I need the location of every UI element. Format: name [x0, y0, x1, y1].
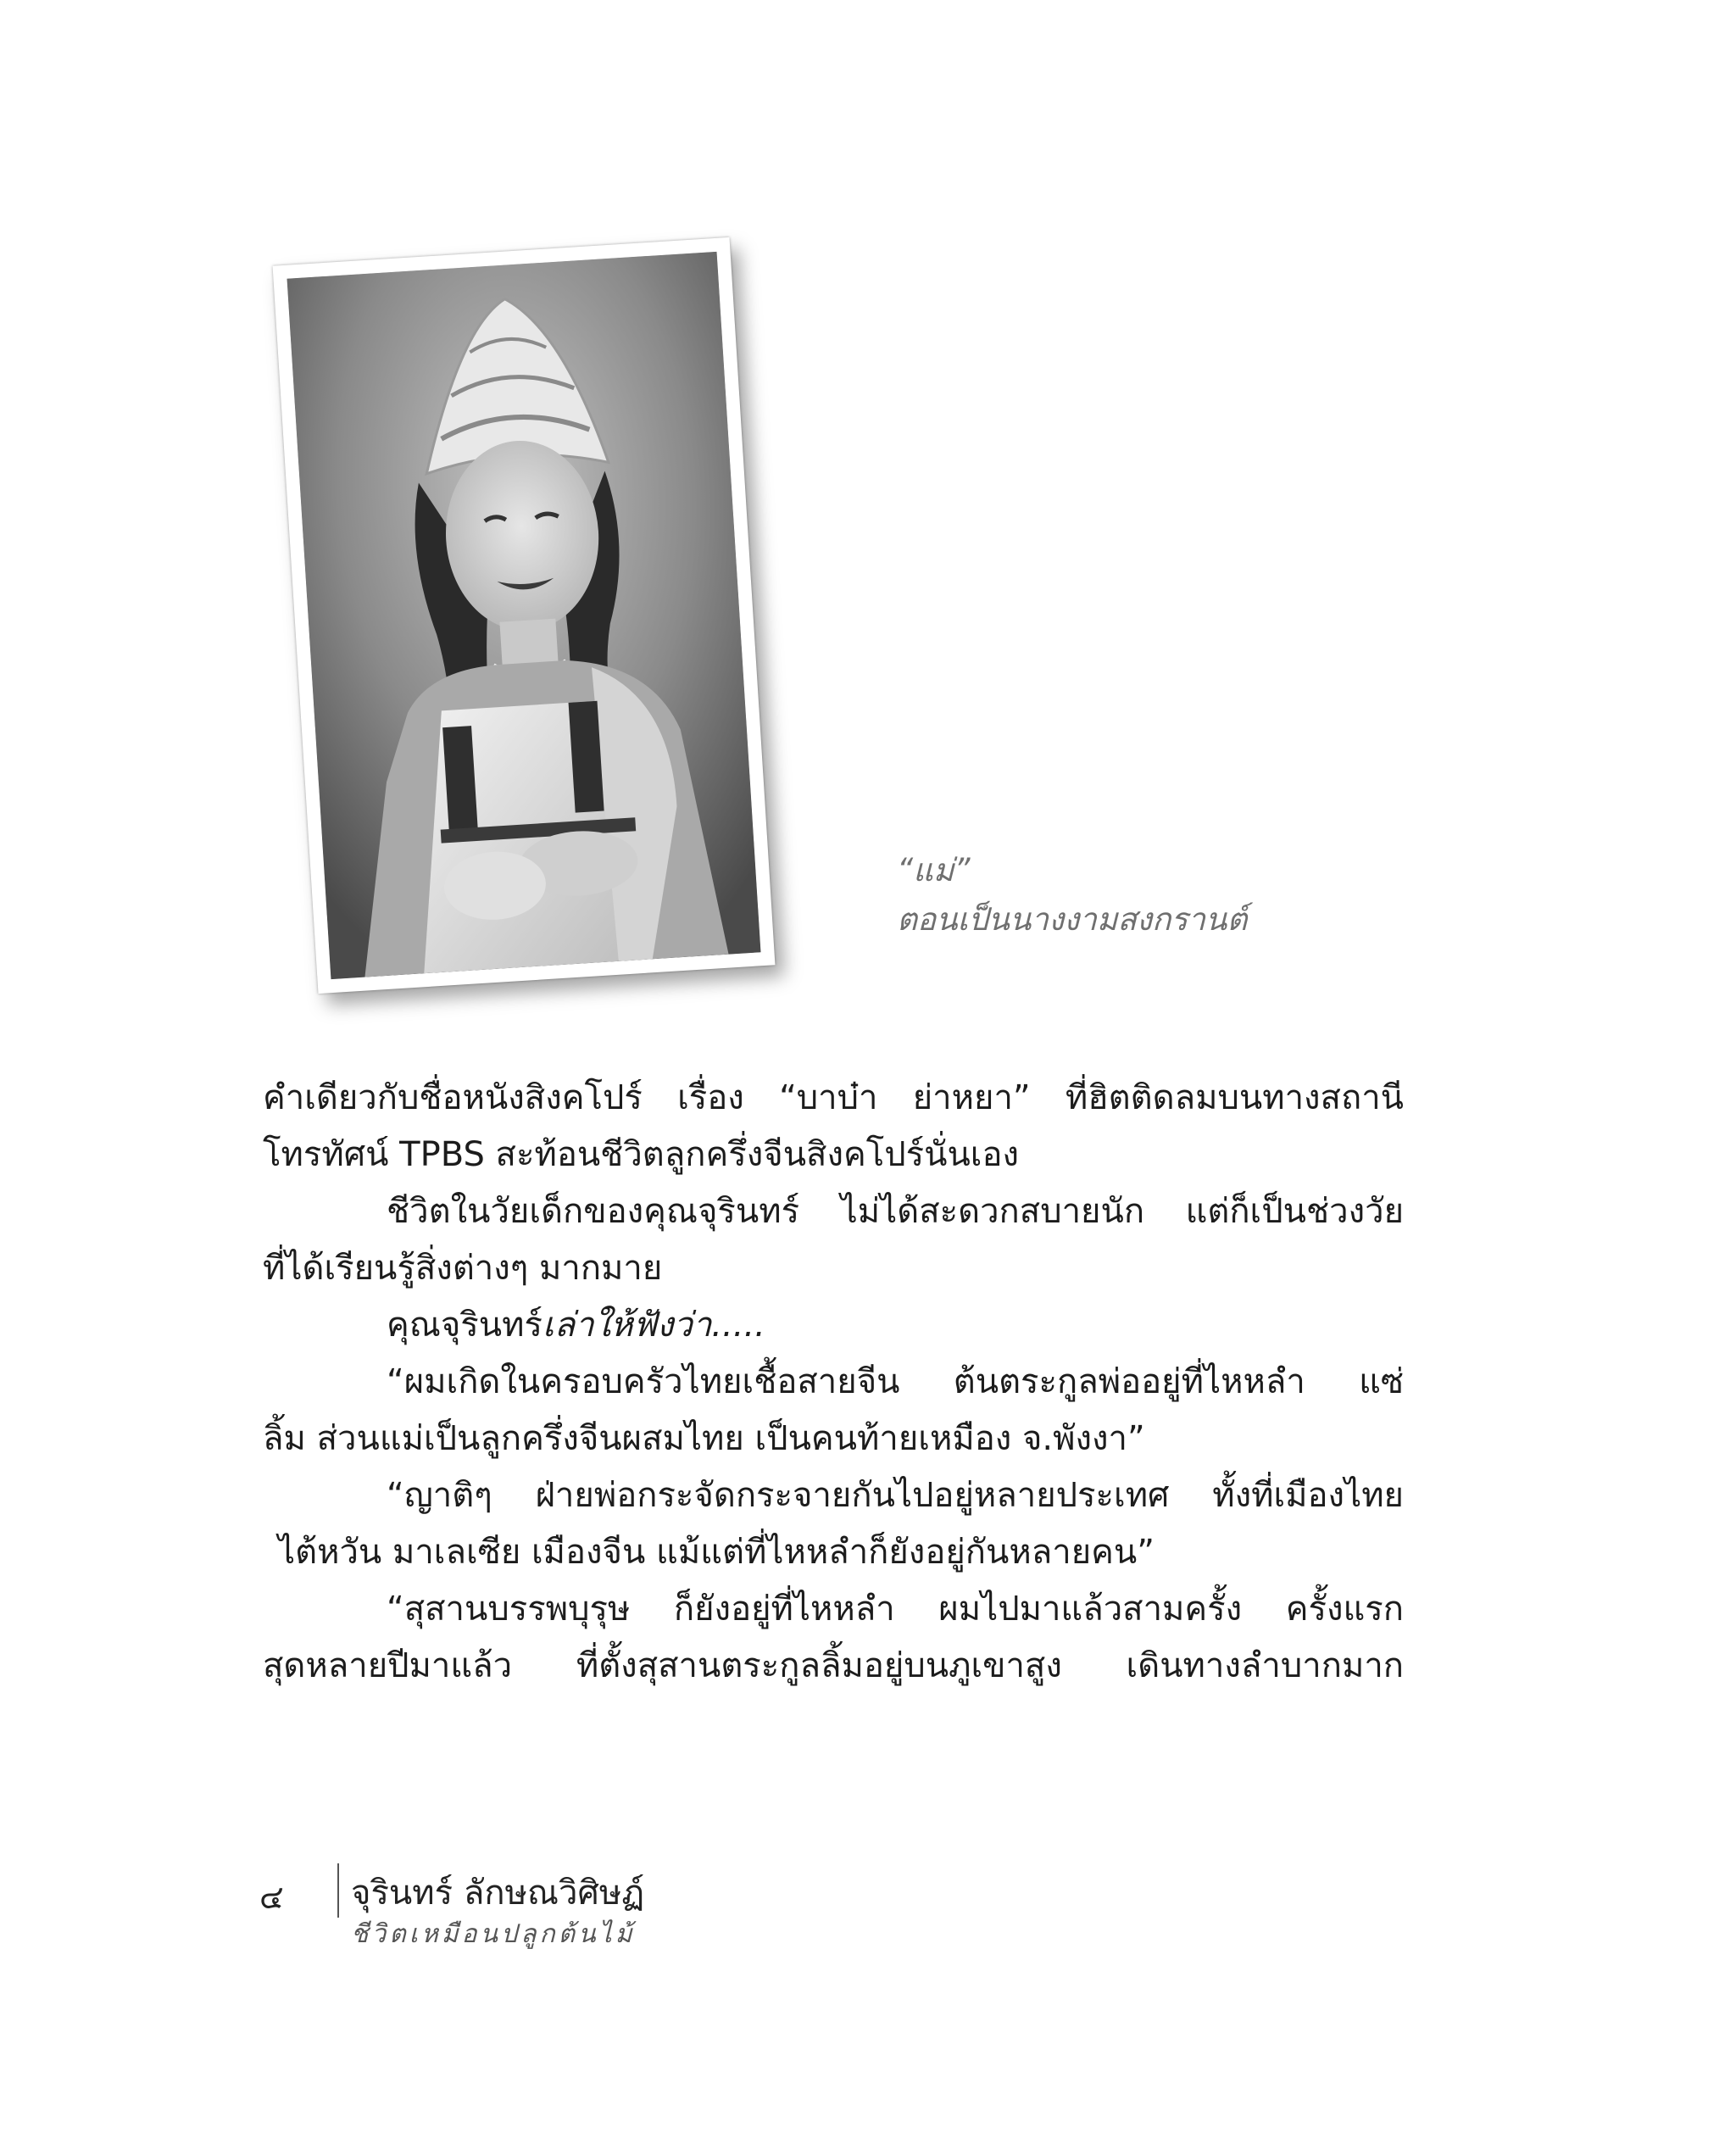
portrait-illustration [287, 252, 761, 979]
body-line: ไต้หวัน มาเลเซีย เมืองจีน แม้แต่ที่ไหหลำก็ยังอยู่กันหลายคน” [278, 1533, 1155, 1572]
footer-divider [337, 1863, 339, 1918]
caption-line-2: ตอนเป็นนางงามสงกรานต์ [897, 901, 1248, 938]
body-line: ที่ได้เรียนรู้สิ่งต่างๆ มากมาย [263, 1249, 663, 1288]
photo-caption [897, 846, 1247, 944]
caption-line-1: “แม่” [897, 852, 971, 888]
body-text-italic-segment: เล่าให้ฟังว่า..... [542, 1306, 765, 1345]
page-number: ๔ [259, 1879, 284, 1916]
body-line: สุดหลายปีมาแล้ว ที่ตั้งสุสานตระกูลลิ้มอยู่บนภูเขาสูง เดินทางลำบากมาก [263, 1646, 1404, 1685]
footer-book-title: ชีวิตเหมือนปลูกต้นไม้ [351, 1919, 636, 1949]
body-line: “สุสานบรรพบุรุษ ก็ยังอยู่ที่ไหหลำ ผมไปมาแล้วสามครั้ง ครั้งแรก [387, 1590, 1404, 1629]
body-line: โทรทัศน์ TPBS สะท้อนชีวิตลูกครึ่งจีนสิงคโปร์นั่นเอง [263, 1135, 1020, 1174]
body-line-with-italic [263, 1297, 1404, 1354]
portrait-photo [287, 252, 761, 979]
footer-author: จุรินทร์ ลักษณวิศิษฏ์ [351, 1874, 645, 1913]
photo-frame [273, 237, 776, 994]
body-line: ชีวิตในวัยเด็กของคุณจุรินทร์ ไม่ได้สะดวกสบายนัก แต่ก็เป็นช่วงวัย [387, 1192, 1404, 1231]
body-text-segment: คุณจุรินทร์ [387, 1306, 542, 1345]
body-text [263, 1070, 1404, 1695]
body-line: “ญาติๆ ฝ่ายพ่อกระจัดกระจายกันไปอยู่หลายประเทศ ทั้งที่เมืองไทย [387, 1476, 1404, 1515]
body-line: “ผมเกิดในครอบครัวไทยเชื้อสายจีน ต้นตระกูลพ่ออยู่ที่ไหหลำ แซ่ [387, 1362, 1404, 1401]
body-line: คำเดียวกับชื่อหนังสิงคโปร์ เรื่อง “บาบ๋า ย่าหยา” ที่ฮิตติดลมบนทางสถานี [263, 1078, 1404, 1117]
body-line: ลิ้ม ส่วนแม่เป็นลูกครึ่งจีนผสมไทย เป็นคนท้ายเหมือง จ.พังงา” [263, 1419, 1145, 1458]
